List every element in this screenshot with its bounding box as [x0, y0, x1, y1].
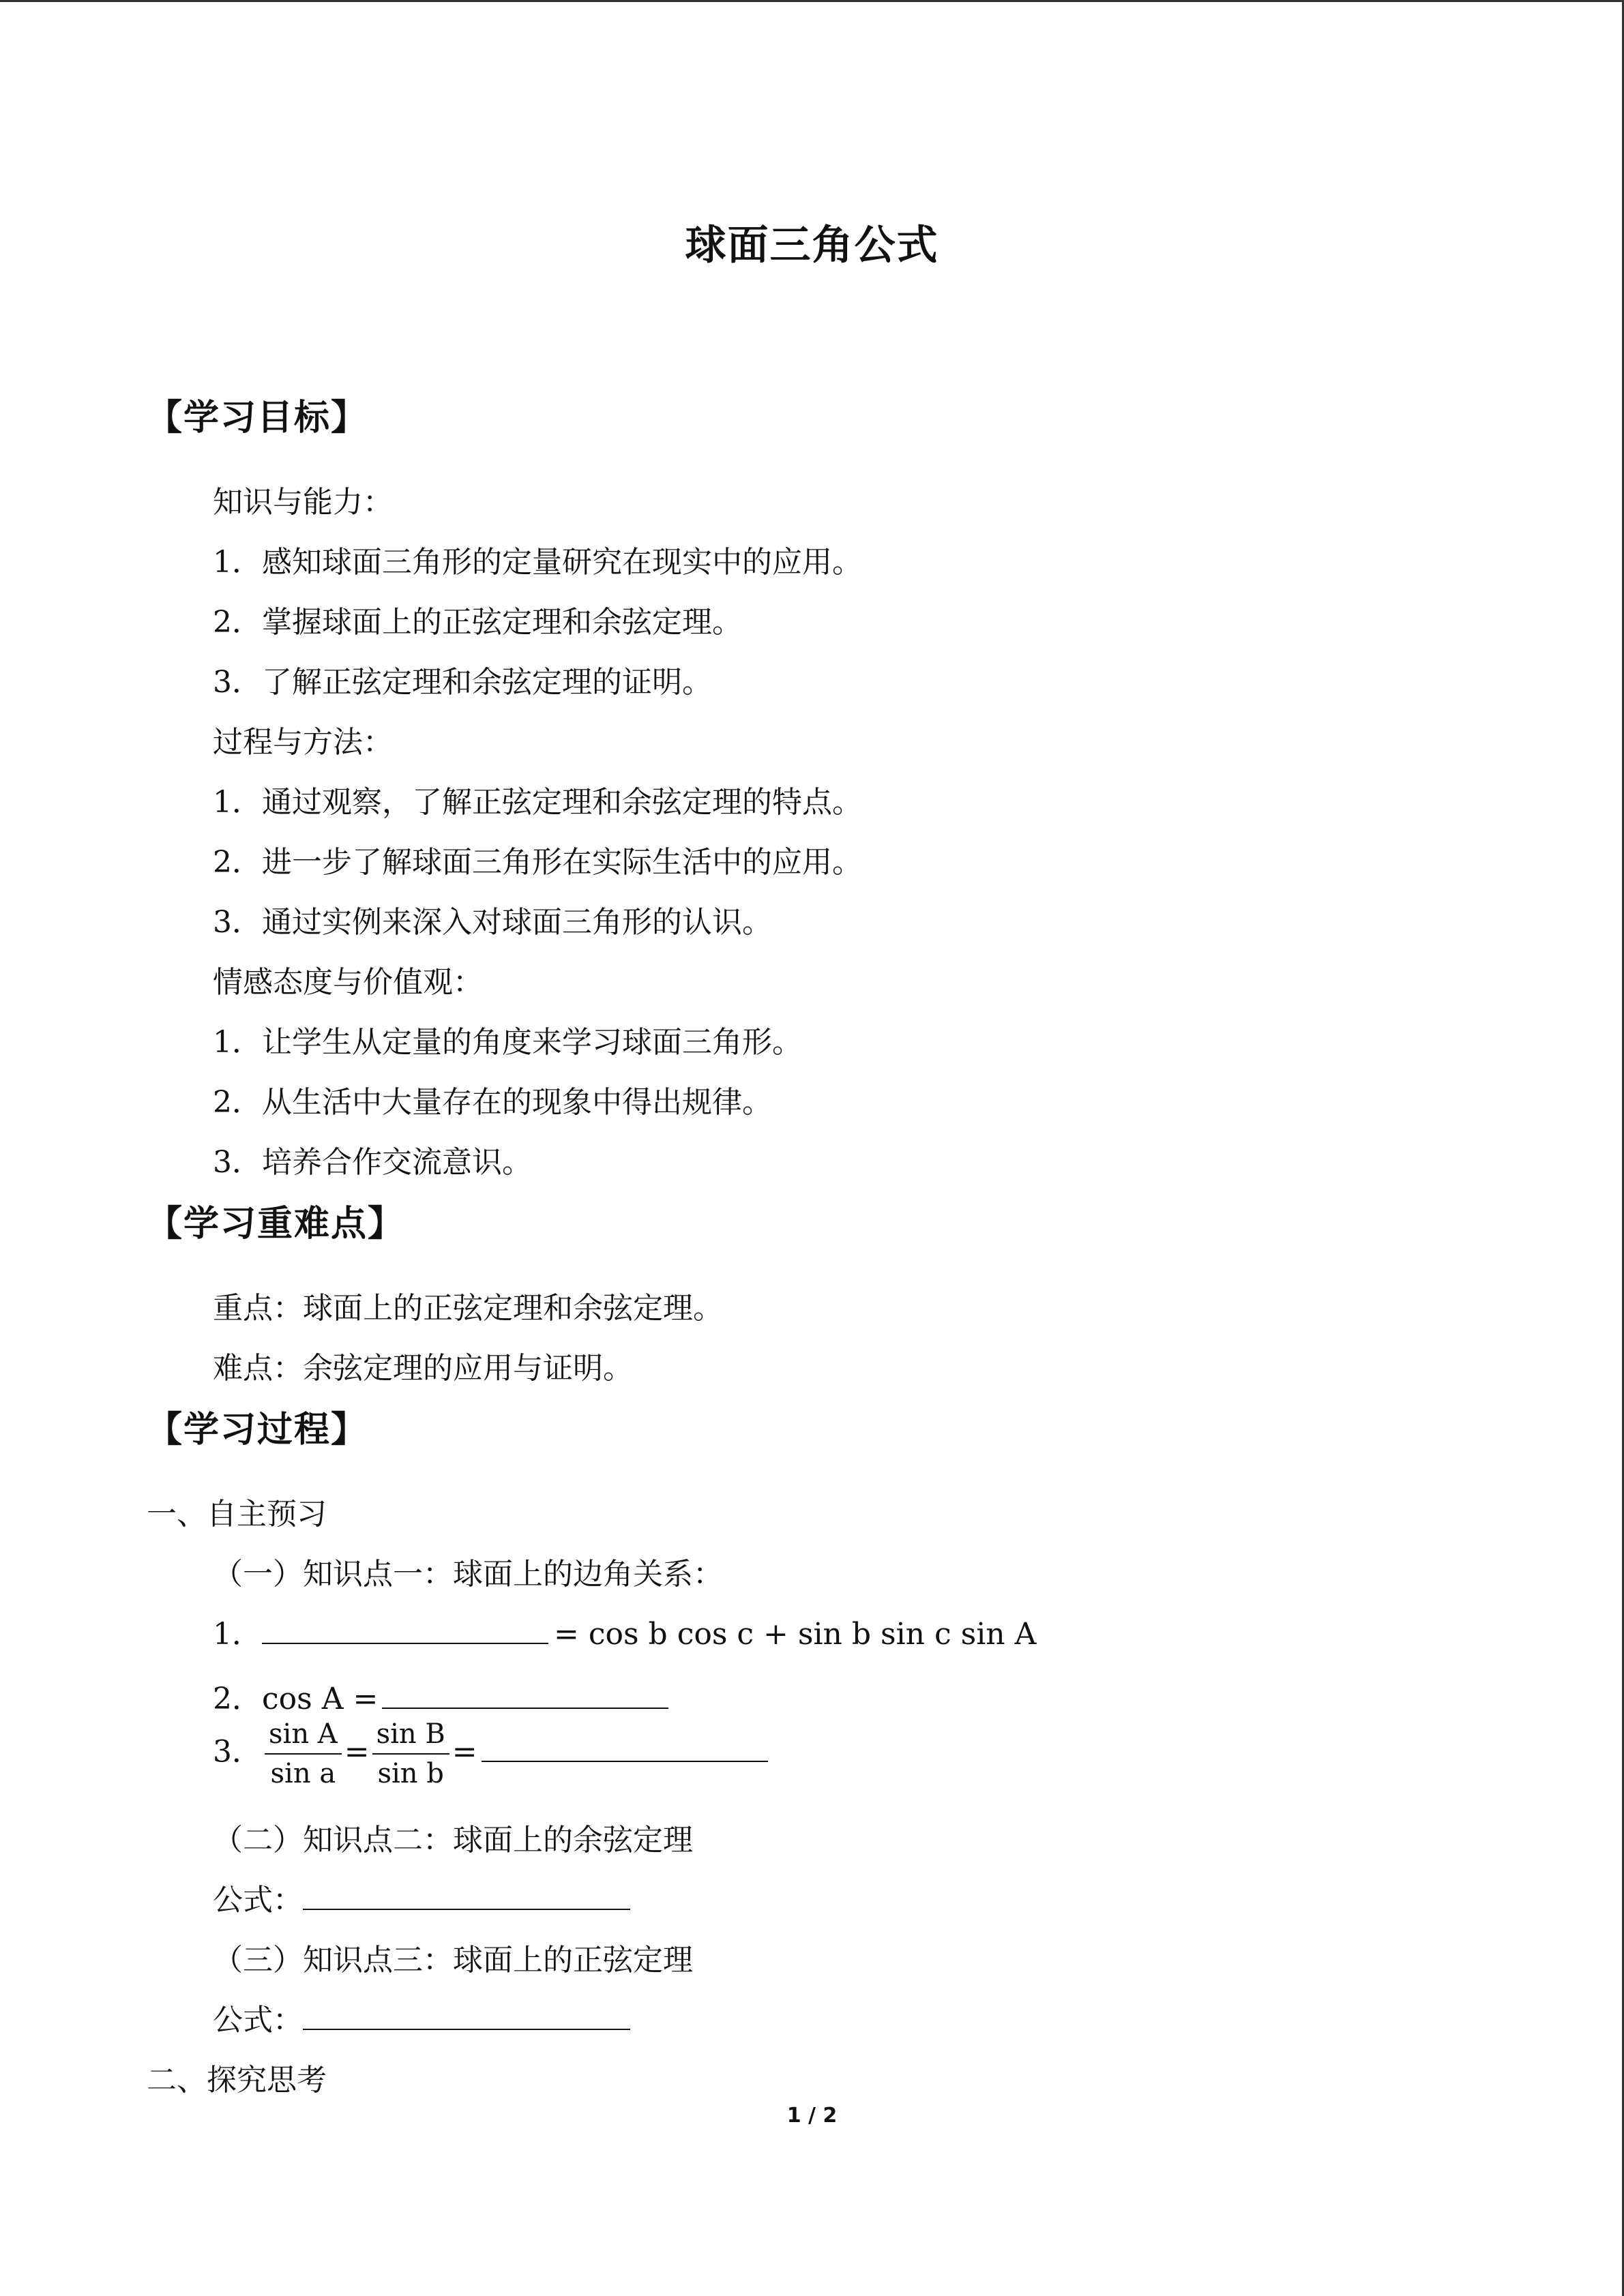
equals-sign-1: = — [344, 1734, 370, 1770]
attitude-item-2: 2．从生活中大量存在的现象中得出规律。 — [213, 1085, 772, 1120]
document-title: 球面三角公式 — [685, 222, 939, 269]
formula-label-sine: 公式： — [213, 2003, 303, 2038]
attitude-item-1: 1．让学生从定量的角度来学习球面三角形。 — [213, 1025, 802, 1060]
equals-sign-2: = — [452, 1734, 477, 1770]
fraction2-numerator: sin B — [372, 1715, 449, 1755]
knowledge-point-3: （三）知识点三：球面上的正弦定理 — [213, 1943, 693, 1978]
knowledge-item-1: 1．感知球面三角形的定量研究在现实中的应用。 — [213, 545, 862, 580]
item3-number: 3． — [213, 1734, 262, 1770]
cosine-formula-blank[interactable] — [303, 1879, 630, 1910]
fraction2-denominator: sin b — [377, 1758, 444, 1789]
item1-blank[interactable] — [262, 1613, 548, 1644]
fraction1-denominator: sin a — [270, 1758, 336, 1789]
section-heading-process: 【学习过程】 — [147, 1410, 368, 1450]
attitude-item-3: 3．培养合作交流意识。 — [213, 1145, 532, 1180]
formula-row-cosine — [213, 1875, 630, 1919]
attitude-heading: 情感态度与价值观： — [213, 965, 483, 1000]
page-number: 1 / 2 — [786, 2104, 838, 2128]
item2-expression: cos A = — [262, 1682, 379, 1716]
knowledge-heading: 知识与能力： — [213, 485, 393, 520]
method-item-2: 2．进一步了解球面三角形在实际生活中的应用。 — [213, 845, 862, 880]
difficulty-text: 难点：余弦定理的应用与证明。 — [213, 1351, 633, 1386]
knowledge-point-1: （一）知识点一：球面上的边角关系： — [213, 1557, 723, 1592]
fraction-sinA-over-sina — [265, 1715, 342, 1793]
part2-heading: 二、探究思考 — [147, 2063, 327, 2098]
sine-formula-blank[interactable] — [303, 1999, 630, 2030]
knowledge-item-3: 3．了解正弦定理和余弦定理的证明。 — [213, 665, 712, 700]
item1-expression: = cos b cos c + sin b sin c sin A — [554, 1617, 1037, 1652]
formula-item-3 — [213, 1715, 768, 1793]
part1-heading: 一、自主预习 — [147, 1497, 327, 1532]
section-heading-key-points: 【学习重难点】 — [147, 1204, 405, 1244]
formula-item-2 — [213, 1674, 668, 1718]
formula-label-cosine: 公式： — [213, 1883, 303, 1918]
item3-blank[interactable] — [482, 1731, 768, 1762]
method-heading: 过程与方法： — [213, 725, 393, 760]
section-heading-goals: 【学习目标】 — [147, 398, 368, 438]
formula-item-1 — [213, 1609, 1036, 1653]
fraction1-numerator: sin A — [265, 1715, 342, 1755]
knowledge-point-2: （二）知识点二：球面上的余弦定理 — [213, 1823, 693, 1858]
method-item-3: 3．通过实例来深入对球面三角形的认识。 — [213, 905, 772, 940]
knowledge-item-2: 2．掌握球面上的正弦定理和余弦定理。 — [213, 605, 742, 640]
method-item-1: 1．通过观察，了解正弦定理和余弦定理的特点。 — [213, 785, 862, 820]
item1-number: 1． — [213, 1617, 262, 1652]
focus-text: 重点：球面上的正弦定理和余弦定理。 — [213, 1291, 723, 1326]
item2-blank[interactable] — [382, 1678, 668, 1709]
formula-row-sine — [213, 1995, 630, 2039]
fraction-sinB-over-sinb — [372, 1715, 449, 1793]
item2-number: 2． — [213, 1682, 262, 1716]
